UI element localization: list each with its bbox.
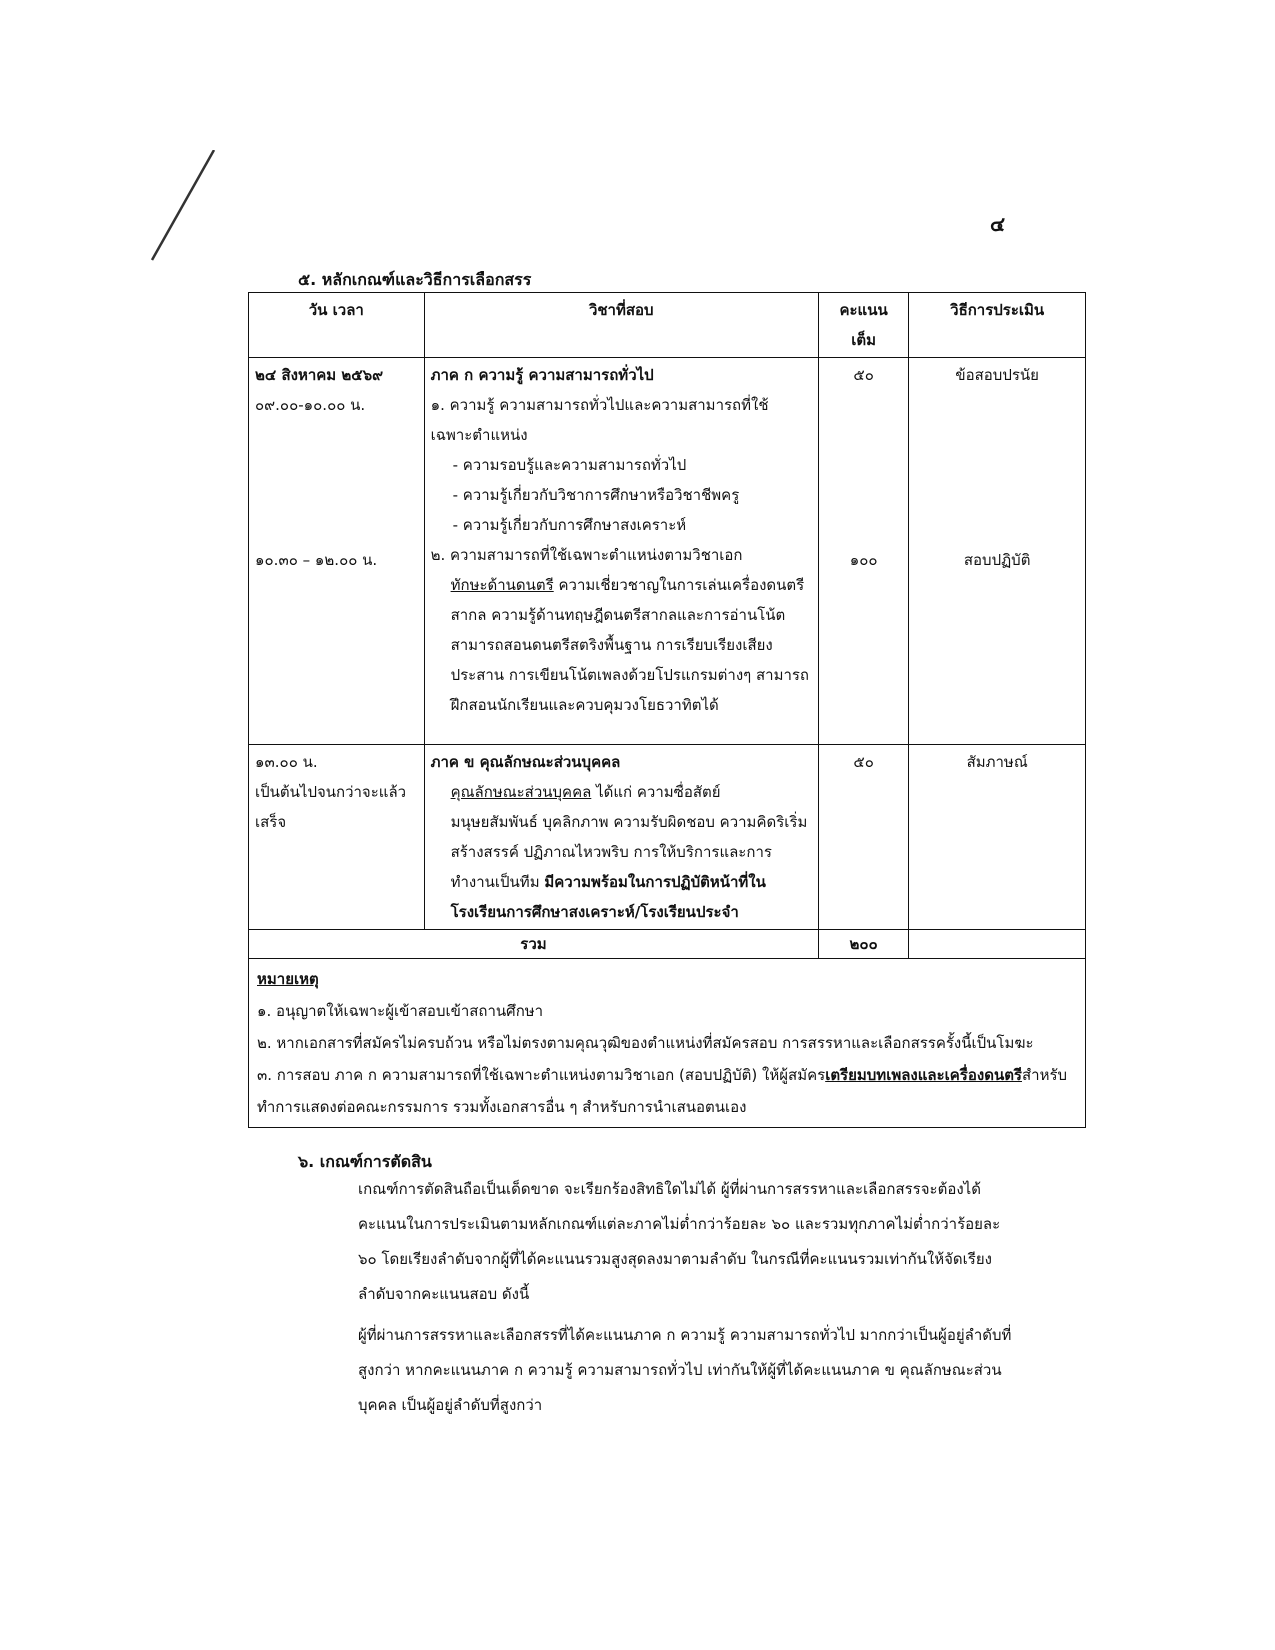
note-3	[257, 1059, 1077, 1123]
header-score-line1: คะแนน	[839, 301, 888, 319]
part-a-title: ภาค ก ความรู้ ความสามารถทั่วไป	[430, 366, 654, 384]
score-cell	[818, 358, 908, 745]
exam-time: ๐๙.๐๐-๑๐.๐๐ น.	[255, 396, 366, 414]
page-number: ๔	[990, 212, 1006, 236]
bullet-2: - ความรู้เกี่ยวกับวิชาการศึกษาหรือวิชาชีพครู	[452, 486, 740, 504]
attributes-description	[431, 777, 812, 927]
table-header-row	[249, 293, 1086, 358]
item2-description	[431, 570, 812, 720]
item2-skill: ทักษะด้านดนตรี	[450, 576, 554, 594]
method-cell	[909, 358, 1086, 745]
item1-line1: ๑. ความรู้ ความสามารถทั่วไปและความสามารถที่ใช้	[430, 396, 769, 414]
header-method: วิธีการประเมิน	[909, 293, 1086, 358]
total-row	[249, 930, 1086, 959]
bullet-3: - ความรู้เกี่ยวกับการศึกษาสงเคราะห์	[452, 516, 687, 534]
datetime-cell	[249, 745, 425, 930]
header-datetime: วัน เวลา	[249, 293, 425, 358]
note-3-c: สำหรับทำการแสดงต่อคณะกรรมการ รวมทั้งเอกสารอื่น ๆ สำหรับการนำเสนอตนเอง	[257, 1066, 1068, 1116]
attributes-text: ได้แก่ ความซื่อสัตย์ มนุษยสัมพันธ์ บุคลิกภาพ ความรับผิดชอบ ความคิดริเริ่มสร้างสรรค์ ปฏิภาณไหวพริบ การให้บริการและการทำงานเป็นทีม	[450, 783, 808, 891]
bullet-1: - ความรอบรู้และความสามารถทั่วไป	[452, 456, 687, 474]
attributes-bold: มีความพร้อมในการปฏิบัติหน้าที่ในโรงเรียนการศึกษาสงเคราะห์/โรงเรียนประจำ	[450, 873, 766, 921]
score-part-b: ๕๐	[818, 745, 908, 930]
criteria-table	[248, 292, 1086, 1128]
item1-line2: เฉพาะตำแหน่ง	[430, 426, 528, 444]
paragraph-1-text: เกณฑ์การตัดสินถือเป็นเด็ดขาด จะเรียกร้องสิทธิใดไม่ได้ ผู้ที่ผ่านการสรรหาและเลือกสรรจะต้องได้คะแนนในการประเมินตามหลักเกณฑ์แต่ละภาคไม่ต่ำกว่าร้อยละ ๖๐ และรวมทุกภาคไม่ต่ำกว่าร้อยละ ๖๐ โดยเรียงลำดับจากผู้ที่ได้คะแนนรวมสูงสุดลงมาตามลำดับ ในกรณีที่คะแนนรวมเท่ากันให้จัดเรียงลำดับจากคะแนนสอบ ดังนี้	[358, 1180, 1001, 1303]
total-score: ๒๐๐	[818, 930, 908, 959]
note-3-b: เตรียมบทเพลงและเครื่องดนตรี	[825, 1066, 1022, 1084]
score-part-a-2: ๑๐๐	[849, 551, 878, 569]
notes-title: หมายเหตุ	[257, 970, 319, 988]
item2: ๒. ความสามารถที่ใช้เฉพาะตำแหน่งตามวิชาเอก	[430, 546, 743, 564]
note-1: ๑. อนุญาตให้เฉพาะผู้เข้าสอบเข้าสถานศึกษา	[257, 1002, 544, 1020]
subject-cell	[424, 745, 818, 930]
attributes-label: คุณลักษณะส่วนบุคคล	[450, 783, 592, 801]
exam-until: เป็นต้นไปจนกว่าจะแล้วเสร็จ	[255, 783, 407, 831]
subject-cell	[424, 358, 818, 745]
note-3-a: ๓. การสอบ ภาค ก ความสามารถที่ใช้เฉพาะตำแหน่งตามวิชาเอก (สอบปฏิบัติ) ให้ผู้สมัคร	[257, 1066, 826, 1084]
item2-desc: ความเชี่ยวชาญในการเล่นเครื่องดนตรีสากล ความรู้ด้านทฤษฎีดนตรีสากลและการอ่านโน้ต สามารถสอนดนตรีสตริงพื้นฐาน การเรียบเรียงเสียงประสาน การเขียนโน้ตเพลงด้วยโปรแกรมต่างๆ สามารถฝึกสอนนักเรียนและควบคุมวงโยธวาทิตได้	[450, 576, 810, 714]
method-part-a-2: สอบปฏิบัติ	[963, 551, 1031, 569]
part-b-title: ภาค ข คุณลักษณะส่วนบุคคล	[430, 753, 621, 771]
header-subject: วิชาที่สอบ	[424, 293, 818, 358]
section5-title: ๕. หลักเกณฑ์และวิธีการเลือกสรร	[298, 270, 532, 289]
page-edge-mark	[148, 150, 218, 270]
datetime-cell	[249, 358, 425, 745]
paragraph-2-text: ผู้ที่ผ่านการสรรหาและเลือกสรรที่ได้คะแนนภาค ก ความรู้ ความสามารถทั่วไป มากกว่าเป็นผู้อยู่ลำดับที่สูงกว่า หากคะแนนภาค ก ความรู้ ความสามารถทั่วไป เท่ากันให้ผู้ที่ได้คะแนนภาค ข คุณลักษณะส่วนบุคคล เป็นผู้อยู่ลำดับที่สูงกว่า	[358, 1326, 1012, 1414]
table-row	[249, 745, 1086, 930]
exam-date: ๒๔ สิงหาคม ๒๕๖๙	[255, 366, 384, 384]
table-row	[249, 358, 1086, 745]
notes-cell	[249, 959, 1086, 1128]
total-label: รวม	[249, 930, 819, 959]
section6-paragraph-2	[240, 1318, 1015, 1423]
exam-time-3: ๑๓.๐๐ น.	[255, 753, 318, 771]
section6-title: ๖. เกณฑ์การตัดสิน	[298, 1152, 432, 1171]
notes-row	[249, 959, 1086, 1128]
total-empty	[909, 930, 1086, 959]
exam-time-2: ๑๐.๓๐ – ๑๒.๐๐ น.	[255, 551, 378, 569]
method-part-b: สัมภาษณ์	[909, 745, 1086, 930]
section6-paragraph-1	[240, 1172, 1015, 1312]
header-score	[818, 293, 908, 358]
method-part-a-1: ข้อสอบปรนัย	[955, 366, 1039, 384]
note-2: ๒. หากเอกสารที่สมัครไม่ครบถ้วน หรือไม่ตรงตามคุณวุฒิของตำแหน่งที่สมัครสอบ การสรรหาและเลือกสรรครั้งนี้เป็นโมฆะ	[257, 1034, 1034, 1052]
header-score-line2: เต็ม	[851, 331, 876, 349]
score-part-a-1: ๕๐	[853, 366, 874, 384]
